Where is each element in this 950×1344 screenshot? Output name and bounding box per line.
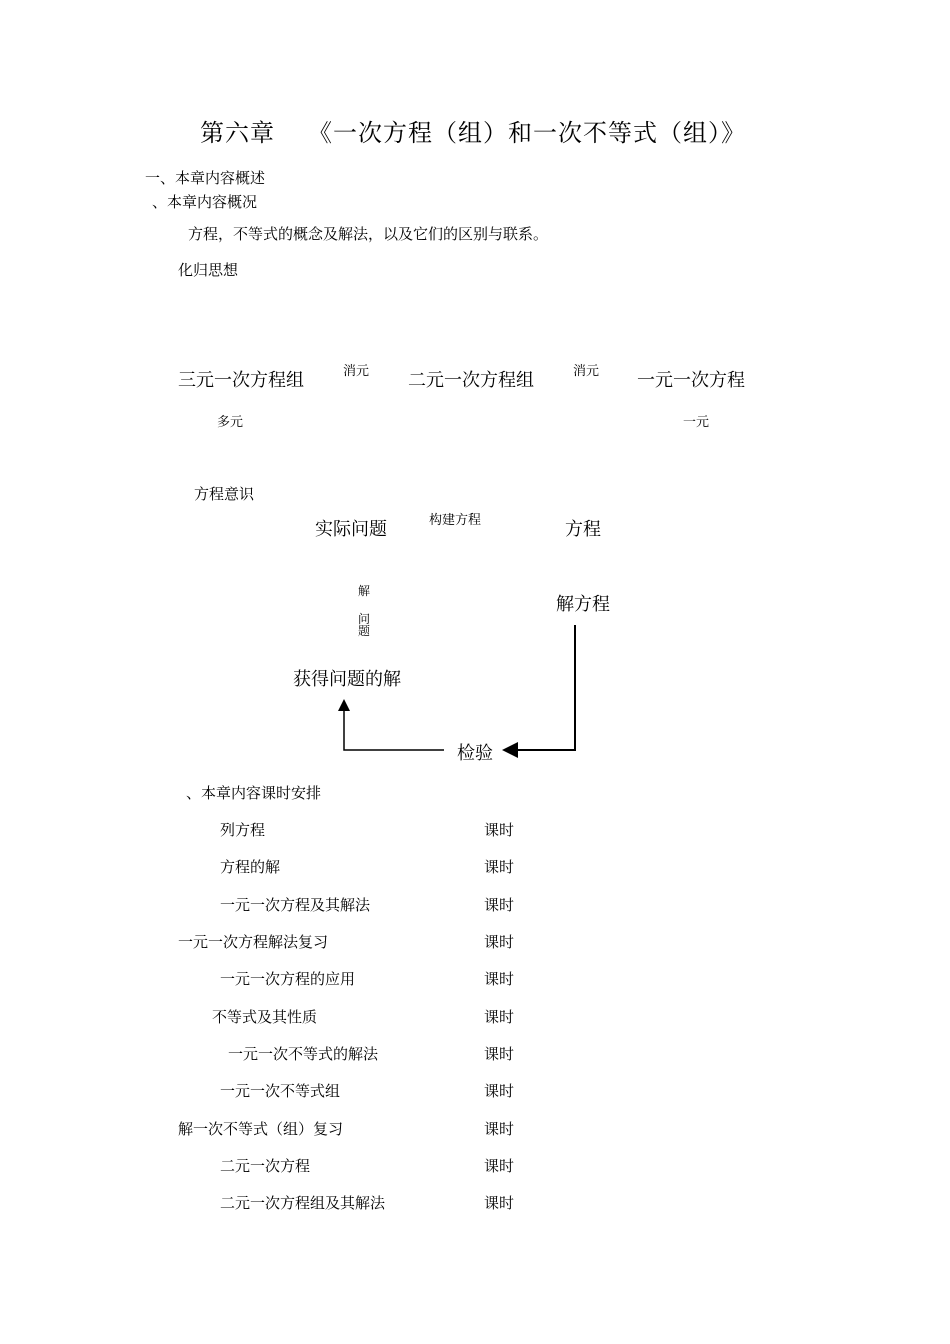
chapter-title: 《一次方程（组）和一次不等式（组）》: [308, 119, 746, 147]
schedule-topic: 一元一次方程及其解法: [220, 896, 371, 914]
label-elimination-2: 消元: [573, 364, 600, 379]
schedule-topic: 一元一次方程解法复习: [178, 933, 329, 951]
arrow-solve-to-check: [506, 625, 575, 750]
schedule-topic: 一元一次不等式的解法: [228, 1045, 379, 1063]
arrow-check-to-solution: [344, 702, 444, 750]
schedule-unit: 课时: [484, 970, 515, 988]
schedule-unit: 课时: [484, 1120, 515, 1138]
schedule-topic: 不等式及其性质: [212, 1008, 318, 1026]
node-check: 检验: [457, 743, 493, 764]
schedule-unit: 课时: [484, 858, 515, 876]
schedule-topic: 一元一次不等式组: [220, 1082, 341, 1100]
idea-heading-equation-awareness: 方程意识: [194, 485, 255, 503]
schedule-unit: 课时: [484, 1157, 515, 1175]
schedule-unit: 课时: [484, 1082, 515, 1100]
idea-heading-reduction: 化归思想: [178, 261, 239, 279]
label-elimination-1: 消元: [343, 364, 370, 379]
summary-text: 方程，不等式的概念及解法，以及它们的区别与联系。: [188, 225, 549, 243]
subsection-heading-overview: 、本章内容概况: [152, 193, 258, 211]
section-heading-overview: 一、本章内容概述: [145, 169, 266, 187]
label-multi-variable: 多元: [217, 415, 244, 430]
node-two-variable-system: 二元一次方程组: [408, 370, 534, 391]
schedule-unit: 课时: [484, 821, 515, 839]
schedule-unit: 课时: [484, 933, 515, 951]
schedule-unit: 课时: [484, 1194, 515, 1212]
chapter-number: 第六章: [200, 119, 275, 147]
schedule-topic: 二元一次方程: [220, 1157, 311, 1175]
node-three-variable-system: 三元一次方程组: [178, 370, 304, 391]
schedule-topic: 一元一次方程的应用: [220, 970, 356, 988]
schedule-topic: 方程的解: [220, 858, 281, 876]
schedule-unit: 课时: [484, 896, 515, 914]
schedule-topic: 二元一次方程组及其解法: [220, 1194, 386, 1212]
schedule-heading: 、本章内容课时安排: [186, 784, 322, 802]
label-build-equation: 构建方程: [429, 513, 482, 528]
schedule-unit: 课时: [484, 1008, 515, 1026]
node-real-problem: 实际问题: [315, 519, 387, 540]
node-get-solution: 获得问题的解: [293, 669, 401, 690]
schedule-unit: 课时: [484, 1045, 515, 1063]
node-one-variable-equation: 一元一次方程: [637, 370, 745, 391]
node-equation: 方程: [565, 519, 601, 540]
schedule-topic: 解一次不等式（组）复习: [178, 1120, 344, 1138]
label-solve-problem-char-3: 题: [357, 624, 370, 638]
label-single-variable: 一元: [683, 415, 710, 430]
schedule-topic: 列方程: [220, 821, 266, 839]
label-solve-problem-char-1: 解: [357, 584, 370, 598]
node-solve-equation: 解方程: [556, 594, 610, 615]
label-solve-problem-char-2: 问: [357, 612, 370, 626]
